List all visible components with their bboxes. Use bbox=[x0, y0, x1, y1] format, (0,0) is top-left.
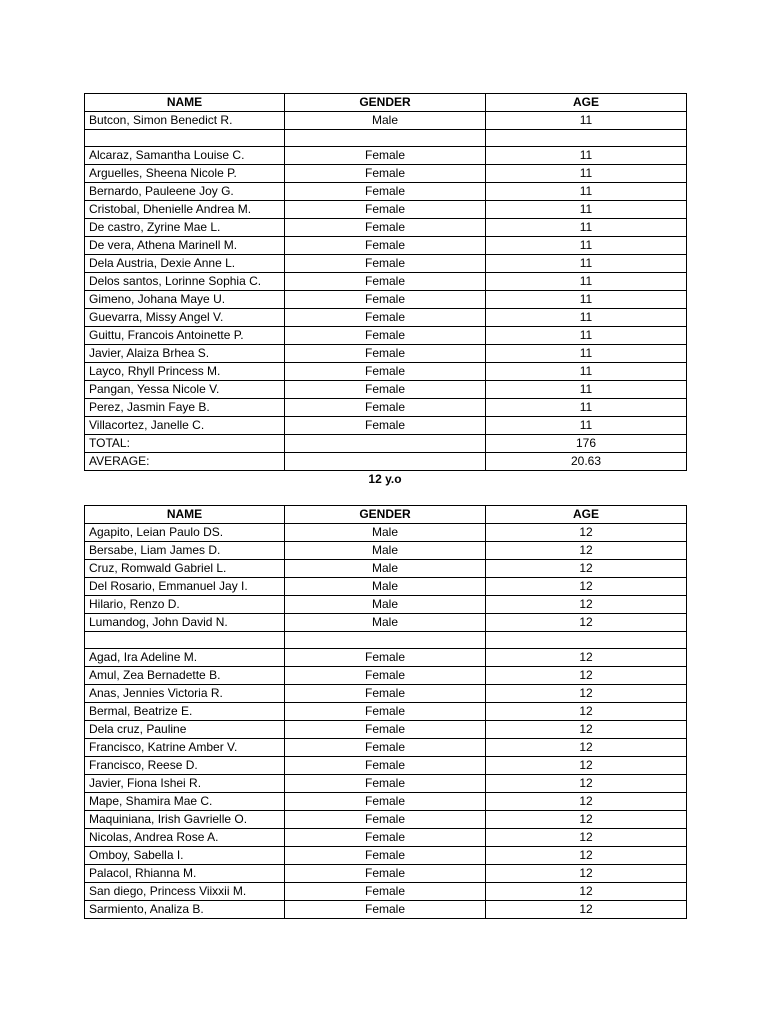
table-row bbox=[85, 237, 687, 255]
name-cell: Javier, Fiona Ishei R. bbox=[85, 775, 285, 793]
table-row bbox=[85, 632, 687, 649]
name-cell: Layco, Rhyll Princess M. bbox=[85, 363, 285, 381]
table-row bbox=[85, 165, 687, 183]
age-cell: 11 bbox=[486, 165, 687, 183]
name-cell: Pangan, Yessa Nicole V. bbox=[85, 381, 285, 399]
name-cell: Agad, Ira Adeline M. bbox=[85, 649, 285, 667]
table-row bbox=[85, 883, 687, 901]
name-cell: Alcaraz, Samantha Louise C. bbox=[85, 147, 285, 165]
gender-cell: Female bbox=[285, 757, 486, 775]
name-cell: Cruz, Romwald Gabriel L. bbox=[85, 560, 285, 578]
name-cell: Bernardo, Pauleene Joy G. bbox=[85, 183, 285, 201]
name-cell: De castro, Zyrine Mae L. bbox=[85, 219, 285, 237]
total-value: 176 bbox=[486, 435, 687, 453]
gender-cell: Female bbox=[285, 165, 486, 183]
gender-cell: Male bbox=[285, 524, 486, 542]
name-cell: Mape, Shamira Mae C. bbox=[85, 793, 285, 811]
gender-cell: Female bbox=[285, 273, 486, 291]
gender-cell: Female bbox=[285, 829, 486, 847]
name-cell: Dela Austria, Dexie Anne L. bbox=[85, 255, 285, 273]
gender-cell: Female bbox=[285, 183, 486, 201]
age-cell: 12 bbox=[486, 811, 687, 829]
table-row bbox=[85, 847, 687, 865]
gender-cell: Female bbox=[285, 793, 486, 811]
gender-cell: Female bbox=[285, 417, 486, 435]
table-row bbox=[85, 417, 687, 435]
name-cell: Bersabe, Liam James D. bbox=[85, 542, 285, 560]
age-cell: 11 bbox=[486, 255, 687, 273]
gender-column-header: GENDER bbox=[285, 506, 486, 524]
table-row bbox=[85, 219, 687, 237]
table-row bbox=[85, 542, 687, 560]
gender-cell: Female bbox=[285, 883, 486, 901]
gender-cell: Male bbox=[285, 542, 486, 560]
total-label: TOTAL: bbox=[85, 435, 285, 453]
gender-cell: Male bbox=[285, 560, 486, 578]
gender-cell: Female bbox=[285, 309, 486, 327]
age-cell: 12 bbox=[486, 667, 687, 685]
gender-cell: Female bbox=[285, 721, 486, 739]
gender-cell: Male bbox=[285, 596, 486, 614]
name-cell: Francisco, Katrine Amber V. bbox=[85, 739, 285, 757]
name-cell: Hilario, Renzo D. bbox=[85, 596, 285, 614]
table-row bbox=[85, 399, 687, 417]
age-cell: 12 bbox=[486, 703, 687, 721]
name-cell: Butcon, Simon Benedict R. bbox=[85, 112, 285, 130]
gender-cell: Female bbox=[285, 219, 486, 237]
name-cell: Palacol, Rhianna M. bbox=[85, 865, 285, 883]
name-cell: Gimeno, Johana Maye U. bbox=[85, 291, 285, 309]
age-cell: 11 bbox=[486, 381, 687, 399]
gender-cell: Female bbox=[285, 345, 486, 363]
name-cell: Guevarra, Missy Angel V. bbox=[85, 309, 285, 327]
table-row bbox=[85, 596, 687, 614]
age-cell: 12 bbox=[486, 847, 687, 865]
table-header-row bbox=[85, 94, 687, 112]
name-cell: Anas, Jennies Victoria R. bbox=[85, 685, 285, 703]
age-cell: 12 bbox=[486, 542, 687, 560]
table-row bbox=[85, 793, 687, 811]
name-cell: Francisco, Reese D. bbox=[85, 757, 285, 775]
age-cell: 11 bbox=[486, 291, 687, 309]
gender-column-header: GENDER bbox=[285, 94, 486, 112]
table-row bbox=[85, 649, 687, 667]
age-column-header: AGE bbox=[486, 94, 687, 112]
age-cell: 12 bbox=[486, 685, 687, 703]
gender-cell bbox=[285, 632, 486, 649]
table-row bbox=[85, 578, 687, 596]
name-cell: Cristobal, Dhenielle Andrea M. bbox=[85, 201, 285, 219]
gender-cell: Female bbox=[285, 291, 486, 309]
gender-cell: Female bbox=[285, 255, 486, 273]
table-row bbox=[85, 757, 687, 775]
table-row bbox=[85, 345, 687, 363]
table-row bbox=[85, 130, 687, 147]
name-cell bbox=[85, 130, 285, 147]
age-cell: 12 bbox=[486, 793, 687, 811]
table-row bbox=[85, 811, 687, 829]
table-row bbox=[85, 829, 687, 847]
total-gender-cell bbox=[285, 435, 486, 453]
gender-cell: Male bbox=[285, 578, 486, 596]
name-cell: Agapito, Leian Paulo DS. bbox=[85, 524, 285, 542]
age-cell: 12 bbox=[486, 901, 687, 919]
name-cell bbox=[85, 632, 285, 649]
age-cell: 12 bbox=[486, 865, 687, 883]
name-cell: Dela cruz, Pauline bbox=[85, 721, 285, 739]
age-cell: 12 bbox=[486, 721, 687, 739]
age-cell: 11 bbox=[486, 273, 687, 291]
name-cell: San diego, Princess Viixxii M. bbox=[85, 883, 285, 901]
name-column-header: NAME bbox=[85, 94, 285, 112]
table-row bbox=[85, 685, 687, 703]
age-cell: 11 bbox=[486, 417, 687, 435]
table-row bbox=[85, 112, 687, 130]
age-cell: 11 bbox=[486, 345, 687, 363]
name-cell: Guittu, Francois Antoinette P. bbox=[85, 327, 285, 345]
gender-cell: Female bbox=[285, 865, 486, 883]
name-cell: De vera, Athena Marinell M. bbox=[85, 237, 285, 255]
age-cell: 12 bbox=[486, 524, 687, 542]
total-row bbox=[85, 435, 687, 453]
table-row bbox=[85, 327, 687, 345]
name-cell: Javier, Alaiza Brhea S. bbox=[85, 345, 285, 363]
table-row bbox=[85, 775, 687, 793]
table-row bbox=[85, 291, 687, 309]
table-row bbox=[85, 865, 687, 883]
age-11-table-body bbox=[85, 112, 687, 435]
table-row bbox=[85, 524, 687, 542]
age-cell: 12 bbox=[486, 596, 687, 614]
table-row bbox=[85, 739, 687, 757]
age-cell: 12 bbox=[486, 883, 687, 901]
age-12-table-body bbox=[85, 524, 687, 919]
name-cell: Delos santos, Lorinne Sophia C. bbox=[85, 273, 285, 291]
gender-cell: Female bbox=[285, 703, 486, 721]
table-header-row bbox=[85, 506, 687, 524]
gender-cell: Male bbox=[285, 614, 486, 632]
name-cell: Arguelles, Sheena Nicole P. bbox=[85, 165, 285, 183]
age-cell: 11 bbox=[486, 309, 687, 327]
average-label: AVERAGE: bbox=[85, 453, 285, 471]
gender-cell: Female bbox=[285, 775, 486, 793]
name-cell: Omboy, Sabella I. bbox=[85, 847, 285, 865]
table-row bbox=[85, 201, 687, 219]
age-cell bbox=[486, 130, 687, 147]
age-cell: 11 bbox=[486, 363, 687, 381]
table-row bbox=[85, 363, 687, 381]
gender-cell: Female bbox=[285, 901, 486, 919]
average-row bbox=[85, 453, 687, 471]
document-page bbox=[84, 93, 686, 919]
name-cell: Amul, Zea Bernadette B. bbox=[85, 667, 285, 685]
table-row bbox=[85, 901, 687, 919]
table-row bbox=[85, 183, 687, 201]
age-cell: 12 bbox=[486, 739, 687, 757]
gender-cell: Male bbox=[285, 112, 486, 130]
age-column-header: AGE bbox=[486, 506, 687, 524]
name-cell: Maquiniana, Irish Gavrielle O. bbox=[85, 811, 285, 829]
gender-cell: Female bbox=[285, 399, 486, 417]
gender-cell: Female bbox=[285, 847, 486, 865]
name-cell: Sarmiento, Analiza B. bbox=[85, 901, 285, 919]
table-row bbox=[85, 703, 687, 721]
age-cell: 11 bbox=[486, 201, 687, 219]
table-row bbox=[85, 273, 687, 291]
name-cell: Lumandog, John David N. bbox=[85, 614, 285, 632]
age-12-table bbox=[84, 505, 687, 919]
gender-cell: Female bbox=[285, 201, 486, 219]
age-cell: 11 bbox=[486, 183, 687, 201]
gender-cell: Female bbox=[285, 649, 486, 667]
age-cell bbox=[486, 632, 687, 649]
section-spacer bbox=[84, 488, 686, 505]
age-cell: 12 bbox=[486, 560, 687, 578]
table-row bbox=[85, 309, 687, 327]
gender-cell bbox=[285, 130, 486, 147]
gender-cell: Female bbox=[285, 363, 486, 381]
age-12-section-caption: 12 y.o bbox=[368, 472, 402, 486]
age-cell: 11 bbox=[486, 399, 687, 417]
gender-cell: Female bbox=[285, 381, 486, 399]
age-11-table bbox=[84, 93, 687, 471]
name-cell: Bermal, Beatrize E. bbox=[85, 703, 285, 721]
table-row bbox=[85, 255, 687, 273]
name-cell: Del Rosario, Emmanuel Jay I. bbox=[85, 578, 285, 596]
gender-cell: Female bbox=[285, 327, 486, 345]
average-gender-cell bbox=[285, 453, 486, 471]
age-cell: 12 bbox=[486, 649, 687, 667]
age-cell: 11 bbox=[486, 147, 687, 165]
name-column-header: NAME bbox=[85, 506, 285, 524]
gender-cell: Female bbox=[285, 667, 486, 685]
table-row bbox=[85, 381, 687, 399]
gender-cell: Female bbox=[285, 739, 486, 757]
table-row bbox=[85, 721, 687, 739]
table-row bbox=[85, 667, 687, 685]
gender-cell: Female bbox=[285, 237, 486, 255]
name-cell: Nicolas, Andrea Rose A. bbox=[85, 829, 285, 847]
age-cell: 12 bbox=[486, 578, 687, 596]
gender-cell: Female bbox=[285, 811, 486, 829]
age-cell: 11 bbox=[486, 219, 687, 237]
age-cell: 11 bbox=[486, 112, 687, 130]
age-cell: 12 bbox=[486, 614, 687, 632]
gender-cell: Female bbox=[285, 685, 486, 703]
age-cell: 12 bbox=[486, 829, 687, 847]
table-row bbox=[85, 147, 687, 165]
age-cell: 12 bbox=[486, 757, 687, 775]
age-cell: 11 bbox=[486, 237, 687, 255]
gender-cell: Female bbox=[285, 147, 486, 165]
name-cell: Villacortez, Janelle C. bbox=[85, 417, 285, 435]
table-row bbox=[85, 614, 687, 632]
age-cell: 12 bbox=[486, 775, 687, 793]
name-cell: Perez, Jasmin Faye B. bbox=[85, 399, 285, 417]
average-value: 20.63 bbox=[486, 453, 687, 471]
table-row bbox=[85, 560, 687, 578]
age-cell: 11 bbox=[486, 327, 687, 345]
